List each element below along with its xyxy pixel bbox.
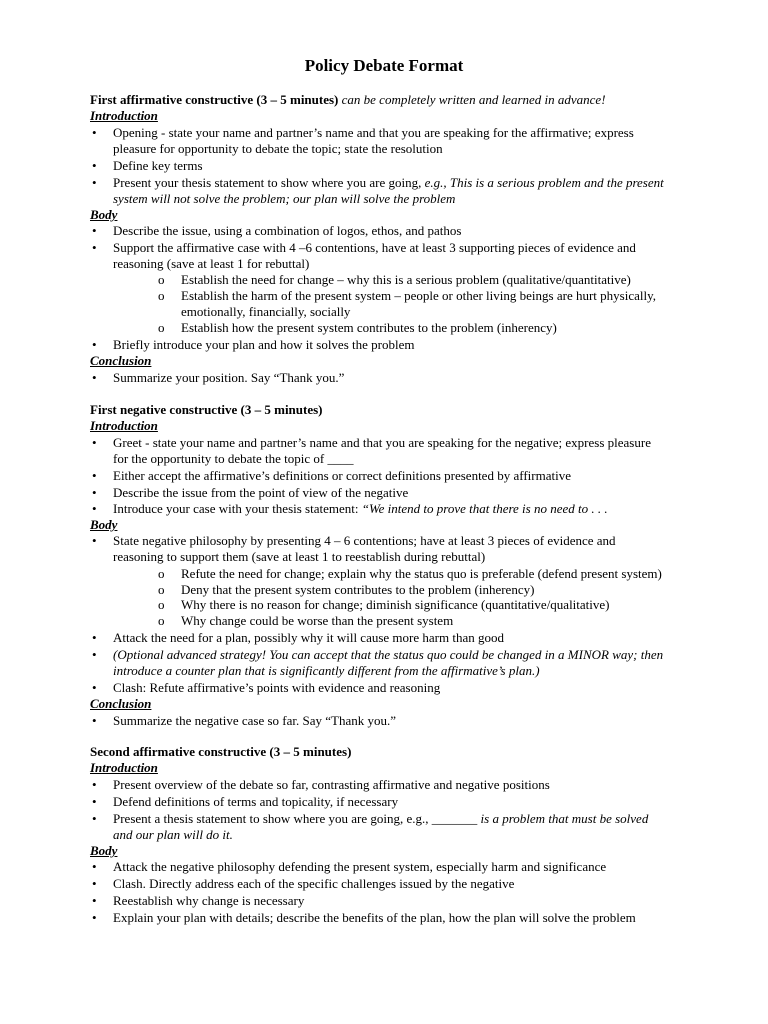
- sub-bullet-glyph: o: [158, 582, 165, 597]
- sub-list-item: Establish the harm of the present system – people or other living beings are hurt physically,: [181, 288, 656, 303]
- bullet-glyph: •: [92, 713, 97, 728]
- bullet-glyph: •: [92, 158, 97, 173]
- list-item: Summarize the negative case so far. Say “Thank you.”: [113, 713, 397, 728]
- bullet-glyph: •: [92, 533, 97, 548]
- section-heading: [90, 92, 606, 108]
- sub-bullet-glyph: o: [158, 320, 165, 335]
- sub-list-item: Establish the need for change – why this is a serious problem (qualitative/quantitative): [181, 272, 631, 287]
- subheading-body: Body: [90, 517, 118, 532]
- sub-list-item: Establish how the present system contributes to the problem (inherency): [181, 320, 557, 335]
- list-item-continued: pleasure for opportunity to debate the topic; state the resolution: [113, 141, 443, 156]
- list-item-continued: for the opportunity to debate the topic of ____: [113, 451, 354, 466]
- bullet-glyph: •: [92, 811, 97, 826]
- sub-bullet-glyph: o: [158, 566, 165, 581]
- subheading-introduction: Introduction: [90, 760, 158, 775]
- list-item: Reestablish why change is necessary: [113, 893, 305, 908]
- bullet-glyph: •: [92, 468, 97, 483]
- sub-bullet-glyph: o: [158, 613, 165, 628]
- list-item: Clash: Refute affirmative’s points with evidence and reasoning: [113, 680, 441, 695]
- list-item-text: Present a thesis statement to show where you are going, e.g., _______: [113, 811, 481, 826]
- bullet-glyph: •: [92, 485, 97, 500]
- list-item-continued: system will not solve the problem; our plan will solve the problem: [113, 191, 456, 206]
- page-title: Policy Debate Format: [304, 56, 464, 75]
- subheading-introduction: Introduction: [90, 418, 158, 433]
- sub-list-item: Why change could be worse than the present system: [181, 613, 454, 628]
- sub-bullet-glyph: o: [158, 272, 165, 287]
- bullet-glyph: •: [92, 647, 97, 662]
- section-note: can be completely written and learned in advance!: [341, 92, 606, 107]
- bullet-glyph: •: [92, 175, 97, 190]
- section-heading: [90, 744, 351, 760]
- sub-list-item: Refute the need for change; explain why the status quo is preferable (defend present system): [181, 566, 662, 581]
- list-item: Briefly introduce your plan and how it solves the problem: [113, 337, 415, 352]
- list-item-continued: reasoning (save at least 1 for rebuttal): [113, 256, 310, 271]
- bullet-glyph: •: [92, 794, 97, 809]
- subheading-introduction: Introduction: [90, 108, 158, 123]
- list-item: [113, 811, 648, 827]
- thesis-quote: “We intend to prove that there is no need to . . .: [361, 501, 608, 516]
- list-item-example: e.g., This is a serious problem and the present: [424, 175, 664, 190]
- list-item: Summarize your position. Say “Thank you.”: [113, 370, 345, 385]
- bullet-glyph: •: [92, 223, 97, 238]
- list-item: State negative philosophy by presenting 4 – 6 contentions; have at least 3 pieces of evidence and: [113, 533, 616, 548]
- bullet-glyph: •: [92, 435, 97, 450]
- list-item: Attack the need for a plan, possibly why it will cause more harm than good: [113, 630, 504, 645]
- list-item: Greet - state your name and partner’s name and that you are speaking for the negative; express pleasure: [113, 435, 651, 450]
- section-heading: [90, 402, 323, 418]
- bullet-glyph: •: [92, 630, 97, 645]
- sub-list-item: Deny that the present system contributes to the problem (inherency): [181, 582, 535, 597]
- bullet-glyph: •: [92, 910, 97, 925]
- list-item-text: Introduce your case with your thesis statement:: [113, 501, 362, 516]
- subheading-conclusion: Conclusion: [90, 353, 152, 368]
- list-item: Describe the issue, using a combination of logos, ethos, and pathos: [113, 223, 462, 238]
- list-item-continued: and our plan will do it.: [113, 827, 233, 842]
- list-item: [113, 501, 608, 517]
- section-title: First affirmative constructive (3 – 5 minutes): [90, 92, 339, 107]
- list-item: Either accept the affirmative’s definitions or correct definitions presented by affirmative: [113, 468, 571, 483]
- bullet-glyph: •: [92, 876, 97, 891]
- bullet-glyph: •: [92, 859, 97, 874]
- sub-list-item-continued: emotionally, financially, socially: [181, 304, 351, 319]
- subheading-body: Body: [90, 207, 118, 222]
- section-title: First negative constructive (3 – 5 minutes): [90, 402, 323, 417]
- subheading-conclusion: Conclusion: [90, 696, 152, 711]
- bullet-glyph: •: [92, 501, 97, 516]
- list-item: Describe the issue from the point of view of the negative: [113, 485, 409, 500]
- section-title: Second affirmative constructive (3 – 5 minutes): [90, 744, 352, 759]
- bullet-glyph: •: [92, 125, 97, 140]
- sub-bullet-glyph: o: [158, 597, 165, 612]
- list-item-continued: introduce a counter plan that is significantly different from the affirmative’s plan.): [113, 663, 540, 678]
- sub-bullet-glyph: o: [158, 288, 165, 303]
- list-item: Present overview of the debate so far, contrasting affirmative and negative positions: [113, 777, 550, 792]
- bullet-glyph: •: [92, 240, 97, 255]
- bullet-glyph: •: [92, 337, 97, 352]
- list-item: Opening - state your name and partner’s name and that you are speaking for the affirmative; express: [113, 125, 634, 140]
- list-item: [113, 175, 664, 191]
- subheading-body: Body: [90, 843, 118, 858]
- list-item-text: Present your thesis statement to show where you are going,: [113, 175, 425, 190]
- bullet-glyph: •: [92, 893, 97, 908]
- list-item: Explain your plan with details; describe the benefits of the plan, how the plan will solve the problem: [113, 910, 636, 925]
- bullet-glyph: •: [92, 777, 97, 792]
- bullet-glyph: •: [92, 370, 97, 385]
- list-item-continued: reasoning to support them (save at least 1 to reestablish during rebuttal): [113, 549, 486, 564]
- bullet-glyph: •: [92, 680, 97, 695]
- list-item-example: is a problem that must be solved: [480, 811, 649, 826]
- sub-list-item: Why there is no reason for change; diminish significance (quantitative/qualitative): [181, 597, 610, 612]
- list-item: Support the affirmative case with 4 –6 contentions, have at least 3 supporting pieces of evidence and: [113, 240, 636, 255]
- list-item: Define key terms: [113, 158, 203, 173]
- list-item: Clash. Directly address each of the specific challenges issued by the negative: [113, 876, 515, 891]
- list-item: (Optional advanced strategy! You can accept that the status quo could be changed in a MINOR way; then: [113, 647, 664, 662]
- list-item: Defend definitions of terms and topicality, if necessary: [113, 794, 399, 809]
- list-item: Attack the negative philosophy defending the present system, especially harm and significance: [113, 859, 607, 874]
